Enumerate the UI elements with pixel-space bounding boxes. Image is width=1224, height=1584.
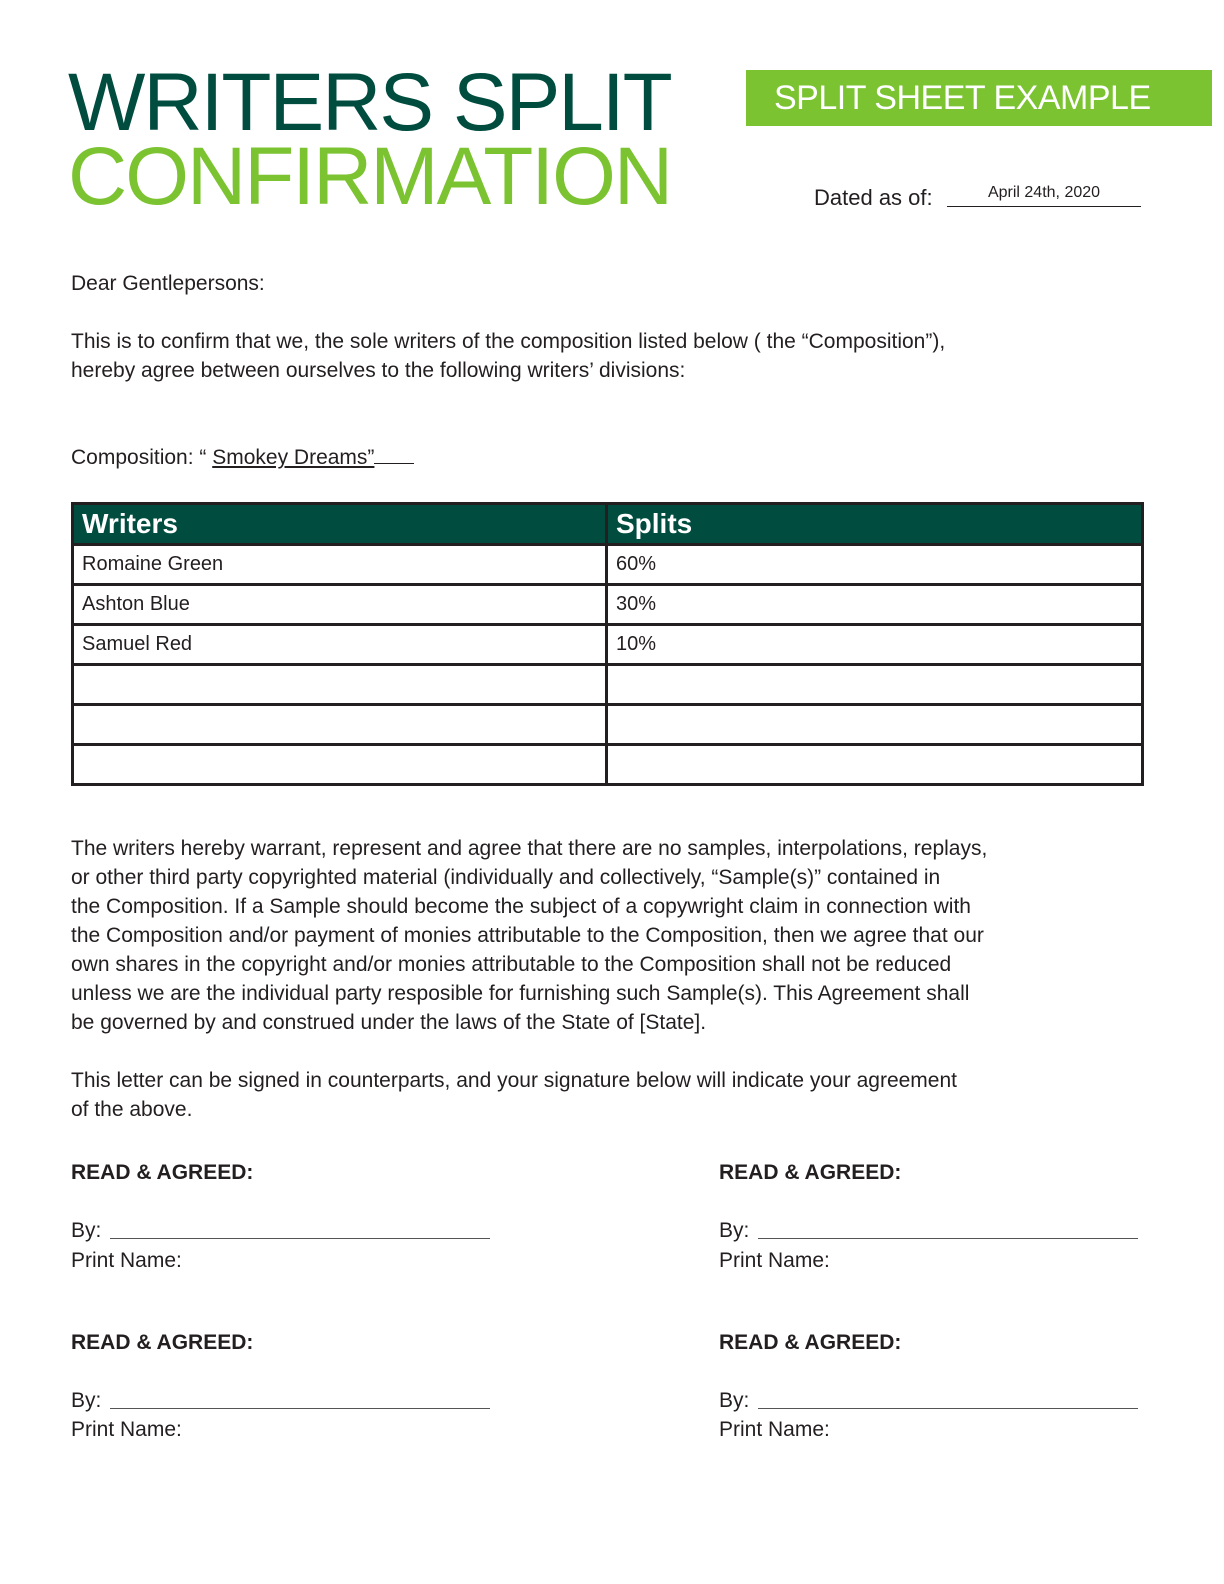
writer-cell[interactable] bbox=[73, 705, 607, 745]
composition-underline bbox=[374, 462, 414, 464]
warranty-line: the Composition and/or payment of monies attributable to the Composition, then we agree that our bbox=[71, 924, 984, 947]
table-row bbox=[73, 745, 1143, 785]
warranty-line: or other third party copyrighted material (individually and collectively, “Sample(s)” contained in bbox=[71, 866, 941, 889]
table-row bbox=[73, 625, 1143, 665]
read-agreed-heading: READ & AGREED: bbox=[719, 1161, 902, 1184]
composition-line bbox=[71, 443, 414, 472]
split-cell[interactable]: 30% bbox=[607, 585, 1143, 625]
print-name-label: Print Name: bbox=[719, 1249, 830, 1272]
signature-line[interactable] bbox=[758, 1238, 1138, 1239]
title-line-1: WRITERS SPLIT bbox=[68, 57, 671, 148]
dated-value-field[interactable]: April 24th, 2020 bbox=[947, 180, 1141, 207]
print-name-label: Print Name: bbox=[71, 1418, 182, 1441]
composition-value[interactable]: Smokey Dreams” bbox=[212, 446, 375, 469]
header-splits: Splits bbox=[607, 504, 1143, 545]
warranty-line: own shares in the copyright and/or monies attributable to the Composition shall not be reduced bbox=[71, 953, 952, 976]
table-header-row bbox=[73, 504, 1143, 545]
by-label: By: bbox=[719, 1389, 750, 1412]
signature-line[interactable] bbox=[110, 1238, 490, 1239]
print-name-label: Print Name: bbox=[719, 1418, 830, 1441]
salutation: Dear Gentlepersons: bbox=[71, 272, 265, 295]
splits-table bbox=[71, 502, 1144, 786]
table-row bbox=[73, 665, 1143, 705]
split-cell[interactable]: 10% bbox=[607, 625, 1143, 665]
intro-line-2: hereby agree between ourselves to the following writers’ divisions: bbox=[71, 359, 686, 382]
split-cell[interactable] bbox=[607, 665, 1143, 705]
title-line-2: CONFIRMATION bbox=[68, 131, 672, 222]
read-agreed-heading: READ & AGREED: bbox=[71, 1331, 254, 1354]
signature-line[interactable] bbox=[110, 1408, 490, 1409]
counterparts-line-1: This letter can be signed in counterparts, and your signature below will indicate your agreement bbox=[71, 1069, 957, 1092]
read-agreed-heading: READ & AGREED: bbox=[71, 1161, 254, 1184]
dated-label: Dated as of: bbox=[814, 185, 933, 210]
composition-label: Composition: “ bbox=[71, 446, 213, 469]
table-row bbox=[73, 585, 1143, 625]
writer-cell[interactable]: Samuel Red bbox=[73, 625, 607, 665]
by-label: By: bbox=[71, 1389, 102, 1412]
header-writers: Writers bbox=[73, 504, 607, 545]
split-cell[interactable]: 60% bbox=[607, 545, 1143, 585]
read-agreed-heading: READ & AGREED: bbox=[719, 1331, 902, 1354]
by-label: By: bbox=[719, 1219, 750, 1242]
by-label: By: bbox=[71, 1219, 102, 1242]
split-cell[interactable] bbox=[607, 745, 1143, 785]
writer-cell[interactable] bbox=[73, 665, 607, 705]
writer-cell[interactable]: Romaine Green bbox=[73, 545, 607, 585]
intro-line-1: This is to confirm that we, the sole writers of the composition listed below ( the “Composition”), bbox=[71, 330, 946, 353]
print-name-label: Print Name: bbox=[71, 1249, 182, 1272]
table-row bbox=[73, 705, 1143, 745]
writer-cell[interactable]: Ashton Blue bbox=[73, 585, 607, 625]
warranty-line: be governed by and construed under the laws of the State of [State]. bbox=[71, 1011, 707, 1034]
counterparts-line-2: of the above. bbox=[71, 1098, 193, 1121]
writer-cell[interactable] bbox=[73, 745, 607, 785]
split-sheet-badge: SPLIT SHEET EXAMPLE bbox=[746, 70, 1212, 126]
signature-line[interactable] bbox=[758, 1408, 1138, 1409]
split-cell[interactable] bbox=[607, 705, 1143, 745]
warranty-line: unless we are the individual party resposible for furnishing such Sample(s). This Agreement shall bbox=[71, 982, 970, 1005]
warranty-line: The writers hereby warrant, represent and agree that there are no samples, interpolations, replays, bbox=[71, 837, 988, 860]
table-row bbox=[73, 545, 1143, 585]
warranty-line: the Composition. If a Sample should become the subject of a copywright claim in connection with bbox=[71, 895, 971, 918]
